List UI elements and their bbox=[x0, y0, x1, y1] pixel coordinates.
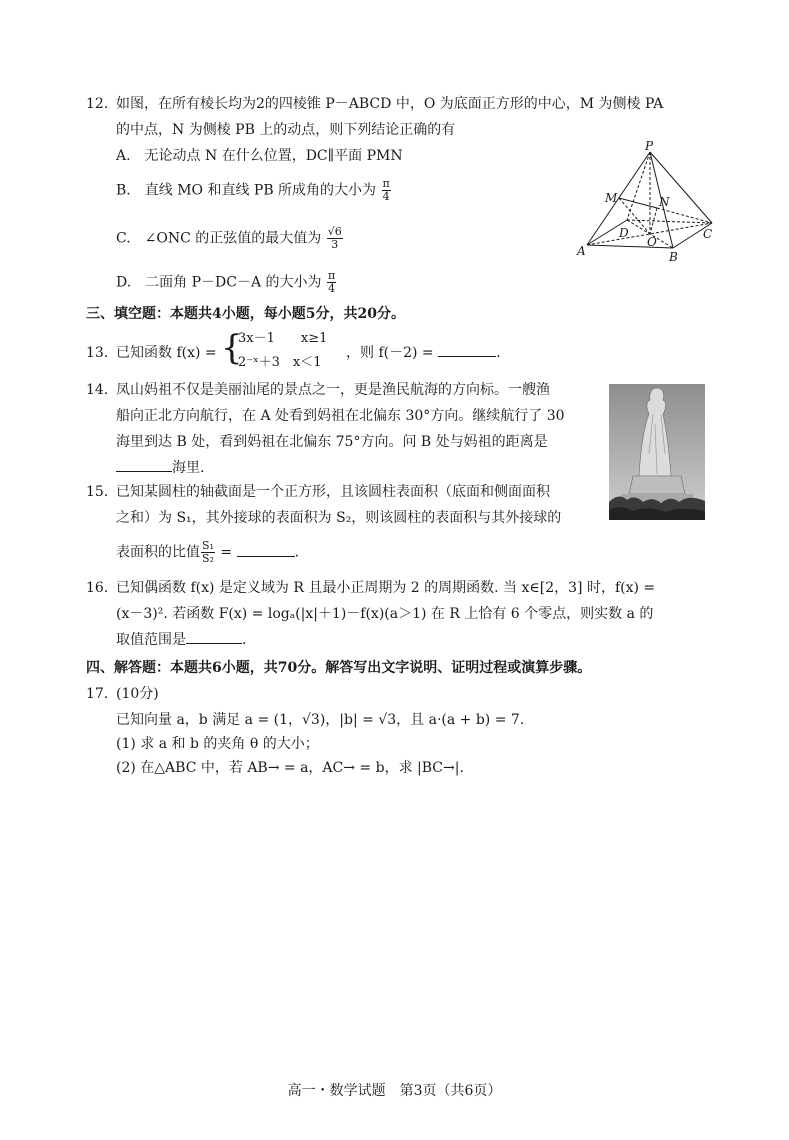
q12-option-b-fraction bbox=[382, 178, 391, 203]
label-P: P bbox=[645, 140, 654, 153]
q13-number: 13. bbox=[86, 345, 109, 361]
q15-line3-text: 表面积的比值 bbox=[116, 544, 200, 561]
label-B: B bbox=[669, 250, 678, 264]
q15-line3 bbox=[116, 540, 299, 565]
q12-option-a: A. 无论动点 N 在什么位置，DC∥平面 PMN bbox=[116, 148, 403, 164]
label-C: C bbox=[703, 227, 713, 241]
q14-line1: 凤山妈祖不仅是美丽汕尾的景点之一，更是渔民航海的方向标。一艘渔 bbox=[116, 382, 550, 398]
q12-option-b-text: B. 直线 MO 和直线 PB 所成角的大小为 bbox=[116, 182, 377, 199]
q16-number: 16. bbox=[86, 580, 109, 596]
label-O: O bbox=[647, 235, 657, 249]
q15-line1: 已知某圆柱的轴截面是一个正方形，且该圆柱表面积（底面和侧面面积 bbox=[116, 484, 550, 500]
fraction-denominator: 4 bbox=[382, 190, 390, 203]
fraction-numerator: π bbox=[382, 177, 390, 190]
q15-answer-blank bbox=[237, 555, 295, 557]
label-N: N bbox=[659, 195, 670, 209]
q16-end: . bbox=[242, 632, 247, 648]
pyramid-diagram bbox=[575, 140, 715, 265]
fraction-denominator: S₂ bbox=[202, 552, 214, 565]
q14-number: 14. bbox=[86, 382, 109, 398]
q17-line1: 已知向量 a，b 满足 a = (1，√3)，|b| = √3，且 a·(a + b) = 7. bbox=[116, 712, 525, 728]
q17-part1: (1) 求 a 和 b 的夹角 θ 的大小； bbox=[116, 736, 319, 752]
q17-number: 17. bbox=[86, 686, 109, 702]
q12-option-c-text: C. ∠ONC 的正弦值的最大值为 bbox=[116, 230, 322, 247]
q13-answer-blank bbox=[438, 355, 496, 357]
q13-suffix-text: ，则 f(－2) = bbox=[346, 345, 434, 361]
q13-piece-2: 2⁻ˣ＋3 x＜1 bbox=[238, 355, 322, 370]
q12-stem-line1: 如图，在所有棱长均为2的四棱锥 P－ABCD 中，O 为底面正方形的中心，M 为侧棱 PA bbox=[116, 96, 664, 112]
q12-option-c-fraction bbox=[327, 226, 343, 251]
fraction-numerator: π bbox=[328, 269, 336, 282]
q12-option-b bbox=[116, 178, 392, 203]
q13-piece-1: 3x－1 x≥1 bbox=[238, 331, 328, 346]
q14-line2: 船向正北方向航行，在 A 处看到妈祖在北偏东 30°方向。继续航行了 30 bbox=[116, 408, 565, 424]
q15-fraction bbox=[201, 540, 215, 565]
q17-part2: (2) 在△ABC 中，若 AB→ = a，AC→ = b，求 |BC→|. bbox=[116, 760, 464, 776]
q16-line2: (x－3)². 若函数 F(x) = logₐ(|x|＋1)－f(x)(a＞1) 在 R 上恰有 6 个零点，则实数 a 的 bbox=[116, 606, 654, 622]
q15-line2: 之和）为 S₁，其外接球的表面积为 S₂，则该圆柱的表面积与其外接球的 bbox=[116, 510, 562, 526]
q15-number: 15. bbox=[86, 484, 109, 500]
fraction-denominator: 3 bbox=[331, 238, 339, 251]
q15-end: . bbox=[294, 544, 300, 561]
label-M: M bbox=[605, 191, 618, 205]
piecewise-brace: { bbox=[221, 328, 243, 368]
q14-line4-tail: 海里. bbox=[172, 460, 205, 476]
q16-line3-text: 取值范围是 bbox=[116, 632, 186, 648]
q12-option-d-text: D. 二面角 P－DC－A 的大小为 bbox=[116, 274, 322, 291]
q12-option-d bbox=[116, 270, 337, 295]
label-A: A bbox=[577, 244, 586, 258]
q12-stem-line2: 的中点，N 为侧棱 PB 上的动点，则下列结论正确的有 bbox=[116, 122, 456, 138]
fraction-numerator: √6 bbox=[327, 225, 342, 238]
fraction-numerator: S₁ bbox=[202, 539, 214, 552]
section-answer-heading: 四、解答题：本题共6小题，共70分。解答写出文字说明、证明过程或演算步骤。 bbox=[86, 660, 592, 676]
q13-prefix: 已知函数 f(x) = bbox=[116, 345, 217, 361]
page-footer: 高一・数学试题 第3页（共6页） bbox=[287, 1083, 502, 1099]
q15-equals: = bbox=[220, 544, 233, 561]
q12-number: 12. bbox=[86, 96, 109, 112]
q14-line4 bbox=[116, 458, 204, 478]
q16-line3 bbox=[116, 630, 246, 650]
fraction-denominator: 4 bbox=[328, 282, 336, 295]
q14-line3: 海里到达 B 处，看到妈祖在北偏东 75°方向。问 B 处与妈祖的距离是 bbox=[116, 434, 548, 450]
q14-answer-blank bbox=[116, 470, 172, 472]
q16-answer-blank bbox=[186, 642, 242, 644]
q13-end: . bbox=[496, 345, 501, 361]
section-fill-in-heading: 三、填空题：本题共4小题，每小题5分，共20分。 bbox=[86, 306, 405, 322]
mazu-statue-photo bbox=[609, 384, 705, 520]
q12-option-c bbox=[116, 226, 344, 251]
q13-suffix bbox=[346, 343, 501, 363]
q17-score: (10分) bbox=[116, 686, 159, 702]
q16-line1: 已知偶函数 f(x) 是定义域为 R 且最小正周期为 2 的周期函数. 当 x∈[2，3] 时，f(x) = bbox=[116, 580, 656, 596]
label-D: D bbox=[619, 226, 629, 240]
q12-option-d-fraction bbox=[327, 270, 336, 295]
